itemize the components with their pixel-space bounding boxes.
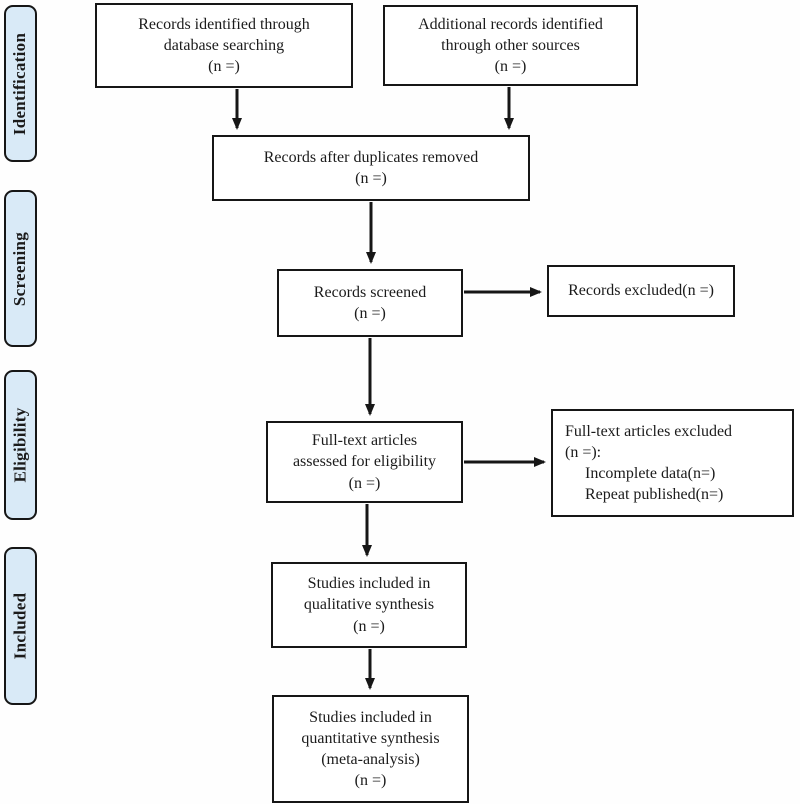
box-records-identified-line2: database searching (163, 36, 285, 54)
box-quantitative-synthesis (272, 695, 469, 803)
stage-label-eligibility (4, 370, 37, 520)
box-records-identified-line1: Records identified through (138, 15, 310, 33)
stage-label-identification (4, 5, 37, 162)
box-records-screened (277, 269, 463, 337)
box-duplicates-removed-line1: Records after duplicates removed (263, 148, 479, 166)
box-additional-records-line1: Additional records identified (418, 15, 603, 33)
box-additional-records-line2: through other sources (441, 36, 580, 54)
box-quantitative-synthesis-line2: quantitative synthesis (301, 729, 440, 747)
stage-label-eligibility-text: Eligibility (10, 407, 30, 483)
stage-label-screening-text: Screening (10, 231, 30, 306)
box-fulltext-assessed-line2: assessed for eligibility (292, 453, 437, 471)
box-duplicates-removed-line2: (n =) (355, 170, 387, 187)
box-fulltext-assessed-line1: Full-text articles (311, 432, 418, 450)
box-quantitative-synthesis-line3: (meta-analysis) (321, 751, 420, 768)
stage-label-identification-text: Identification (10, 32, 30, 135)
stage-label-included-text: Included (10, 592, 30, 660)
box-fulltext-assessed-line3: (n =) (348, 474, 381, 492)
box-qualitative-synthesis-line3: (n =) (353, 617, 385, 635)
box-qualitative-synthesis-line2: qualitative synthesis (303, 596, 435, 614)
box-qualitative-synthesis-line1: Studies included in (307, 575, 431, 593)
box-records-identified-line3: (n =) (208, 58, 240, 76)
box-additional-records-line3: (n =) (494, 58, 527, 76)
box-fulltext-excluded-line2: (n =): (565, 443, 602, 461)
box-fulltext-excluded (551, 409, 794, 517)
box-fulltext-excluded-line4: Repeat published(n=) (585, 486, 724, 504)
box-qualitative-synthesis (271, 562, 467, 648)
box-additional-records (383, 5, 638, 86)
box-records-screened-line2: (n =) (354, 305, 386, 322)
box-fulltext-excluded-line1: Full-text articles excluded (565, 422, 733, 440)
box-fulltext-excluded-line3: Incomplete data(n=) (585, 465, 716, 482)
box-records-excluded-line1: Records excluded(n =) (568, 282, 714, 300)
box-fulltext-assessed (266, 421, 463, 503)
box-quantitative-synthesis-line1: Studies included in (309, 708, 432, 726)
box-records-excluded (547, 265, 735, 317)
box-quantitative-synthesis-line4: (n =) (354, 772, 387, 790)
box-duplicates-removed (212, 135, 530, 201)
box-records-identified (95, 3, 353, 88)
box-records-screened-line1: Records screened (313, 283, 427, 301)
stage-label-screening (4, 190, 37, 347)
stage-label-included (4, 547, 37, 705)
